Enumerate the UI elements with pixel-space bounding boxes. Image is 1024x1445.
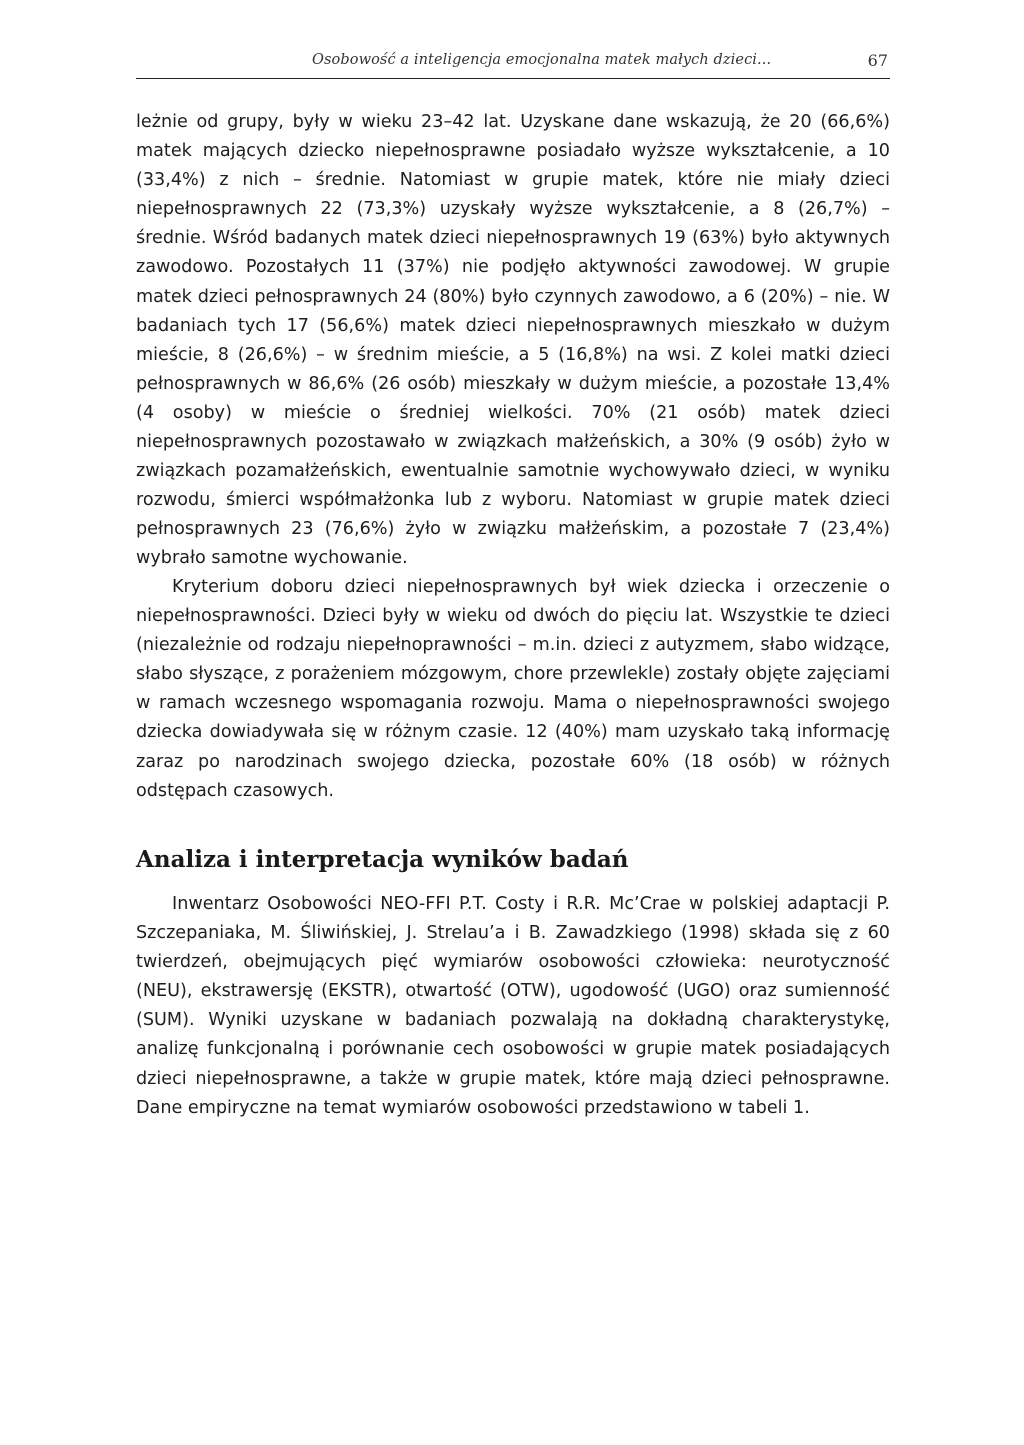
section-heading: Analiza i interpretacja wyników badań [136,846,629,873]
text-block-selection-criteria [136,573,890,806]
text-block-participants [136,108,890,574]
paragraph-selection-criteria: Kryterium doboru dzieci niepełnosprawnych był wiek dziecka i orzeczenie o niepełnosprawności. Dzieci były w wieku od dwóch do pięciu lat. Wszystkie te dzieci (niezależnie od rodzaju niepełnoprawności – m.in. dzieci z autyzmem, słabo widzące, słabo słyszące, z porażeniem mózgowym, chore przewlekle) zostały objęte zajęciami w ramach wczesnego wspomagania rozwoju. Mama o niepełnosprawności swojego dziecka dowiadywała się w różnym czasie. 12 (40%) mam uzyskało taką informację zaraz po narodzinach swojego dziecka, pozostałe 60% (18 osób) w różnych odstępach czasowych. [136,577,890,801]
page-number: 67 [867,51,888,70]
paragraph-neo-ffi: Inwentarz Osobowości NEO-FFI P.T. Costy i R.R. Mc’Crae w polskiej adaptacji P. Szczepaniaka, M. Śliwińskiej, J. Strelau’a i B. Zawadzkiego (1998) składa się z 60 twierdzeń, obejmujących pięć wymiarów osobowości człowieka: neurotyczność (NEU), ekstrawersję (EKSTR), otwartość (OTW), ugodowość (UGO) oraz sumienność (SUM). Wyniki uzyskane w badaniach pozwalają na dokładną charakterystykę, analizę funkcjonalną i porównanie cech osobowości w grupie matek posiadających dzieci niepełnosprawne, a także w grupie matek, które mają dzieci pełnosprawne. Dane empiryczne na temat wymiarów osobowości przedstawiono w tabeli 1. [136,894,890,1118]
paragraph-participants-continued: leżnie od grupy, były w wieku 23–42 lat. Uzyskane dane wskazują, że 20 (66,6%) matek mających dziecko niepełnosprawne posiadało wyższe wykształcenie, a 10 (33,4%) z nich – średnie. Natomiast w grupie matek, które nie miały dzieci niepełnosprawnych 22 (73,3%) uzyskały wyższe wykształcenie, a 8 (26,7%) – średnie. Wśród badanych matek dzieci niepełnosprawnych 19 (63%) było aktywnych zawodowo. Pozostałych 11 (37%) nie podjęło aktywności zawodowej. W grupie matek dzieci pełnosprawnych 24 (80%) było czynnych zawodowo, a 6 (20%) – nie. W badaniach tych 17 (56,6%) matek dzieci niepełnosprawnych mieszkało w dużym mieście, 8 (26,6%) – w średnim mieście, a 5 (16,8%) na wsi. Z kolei matki dzieci pełnosprawnych w 86,6% (26 osób) mieszkały w dużym mieście, a pozostałe 13,4% (4 osoby) w mieście o średniej wielkości. 70% (21 osób) matek dzieci niepełnosprawnych pozostawało w związkach małżeńskich, a 30% (9 osób) żyło w związkach pozamałżeńskich, ewentualnie samotnie wychowywało dzieci, w wyniku rozwodu, śmierci współmałżonka lub z wyboru. Natomiast w grupie matek dzieci pełnosprawnych 23 (76,6%) żyło w związku małżeńskim, a pozostałe 7 (23,4%) wybrało samotne wychowanie. [136,112,890,569]
running-header [136,52,890,79]
running-title: Osobowość a inteligencja emocjonalna matek małych dzieci... [312,52,772,68]
text-block-analysis [136,890,890,1123]
